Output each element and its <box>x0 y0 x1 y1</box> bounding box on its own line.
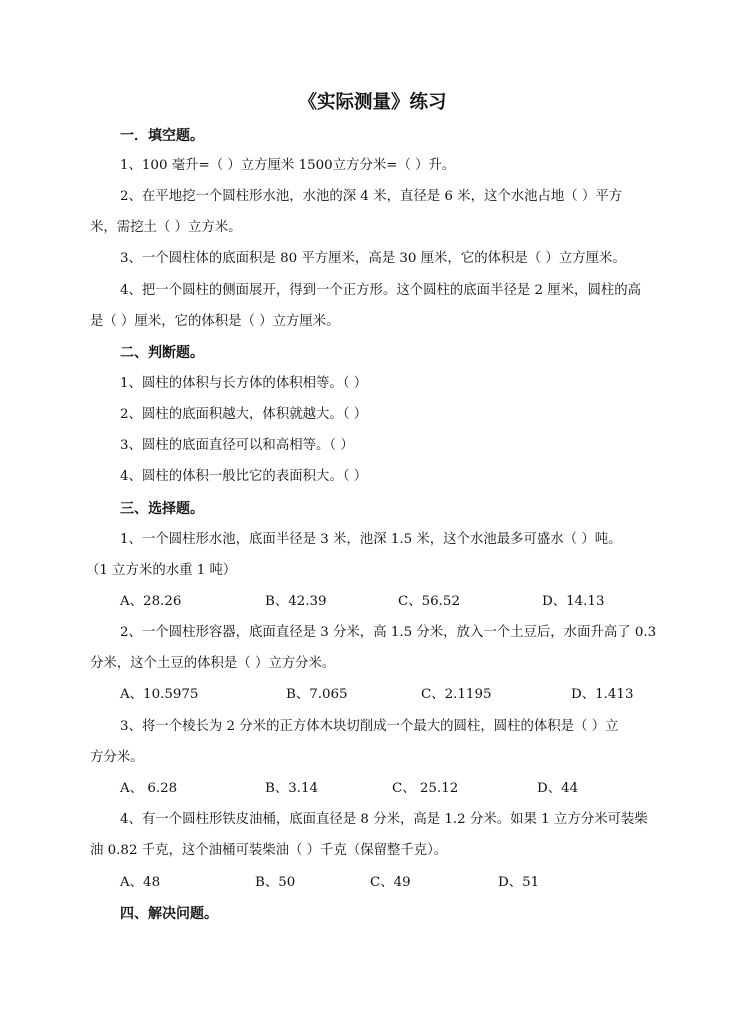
question-line: 是（ ）厘米，它的体积是（ ）立方厘米。 <box>90 314 340 329</box>
question-line: 方分米。 <box>90 750 144 765</box>
question-line: 2、在平地挖一个圆柱形水池，水池的深 4 米，直径是 6 米，这个水池占地（ ）平方 <box>120 189 623 204</box>
choice-option: D、44 <box>537 781 579 796</box>
question-line: （1 立方米的水重 1 吨） <box>86 563 237 578</box>
section-heading-true-false: 二、判断题。 <box>120 345 204 361</box>
choice-option: A、28.26 <box>120 594 182 609</box>
choice-option: B、50 <box>255 875 296 890</box>
choice-option: C、 25.12 <box>392 781 459 796</box>
page-title: 《实际测量》练习 <box>298 92 447 113</box>
choice-option: D、51 <box>498 875 540 890</box>
choice-option: B、7.065 <box>286 687 348 702</box>
question-line: 3、将一个棱长为 2 分米的正方体木块切削成一个最大的圆柱，圆柱的体积是（ ）立 <box>120 719 619 734</box>
choice-option: D、14.13 <box>542 594 605 609</box>
choice-option: C、2.1195 <box>421 687 492 702</box>
question-line: 1、一个圆柱形水池，底面半径是 3 米，池深 1.5 米，这个水池最多可盛水（ ）吨。 <box>120 532 622 547</box>
question-line: 3、一个圆柱体的底面积是 80 平方厘米，高是 30 厘米，它的体积是（ ）立方厘米。 <box>120 251 626 266</box>
question-line: 4、把一个圆柱的侧面展开，得到一个正方形。这个圆柱的底面半径是 2 厘米，圆柱的高 <box>120 283 642 298</box>
question-line: 3、圆柱的底面直径可以和高相等。（ ） <box>120 438 354 453</box>
choice-option: B、42.39 <box>265 594 327 609</box>
question-line: 油 0.82 千克，这个油桶可装柴油（ ）千克（保留整千克）。 <box>90 843 448 858</box>
section-heading-problem-solving: 四、解决问题。 <box>120 906 218 922</box>
question-line: 2、圆柱的底面积越大，体积就越大。（ ） <box>120 407 368 422</box>
question-line: 分米，这个土豆的体积是（ ）立方分米。 <box>90 656 336 671</box>
choice-option: C、56.52 <box>398 594 460 609</box>
choice-option: A、 6.28 <box>120 781 178 796</box>
question-line: 1、圆柱的体积与长方体的体积相等。（ ） <box>120 376 368 391</box>
choice-option: A、10.5975 <box>120 687 199 702</box>
choice-option: A、48 <box>120 875 161 890</box>
section-heading-fill-blank: 一．填空题。 <box>120 128 204 144</box>
question-line: 2、一个圆柱形容器，底面直径是 3 分米，高 1.5 分米，放入一个土豆后，水面升高了 0.3 <box>120 625 657 640</box>
section-heading-multiple-choice: 三、选择题。 <box>120 501 204 517</box>
choice-option: C、49 <box>370 875 411 890</box>
question-line: 1、100 毫升=（ ）立方厘米 1500立方分米=（ ）升。 <box>120 158 456 173</box>
question-line: 4、圆柱的体积一般比它的表面积大。（ ） <box>120 469 368 484</box>
choice-option: B、3.14 <box>265 781 319 796</box>
question-line: 4、有一个圆柱形铁皮油桶，底面直径是 8 分米，高是 1.2 分米。如果 1 立方分米可装柴 <box>120 812 648 827</box>
choice-option: D、1.413 <box>571 687 634 702</box>
question-line: 米，需挖土（ ）立方米。 <box>90 220 242 235</box>
